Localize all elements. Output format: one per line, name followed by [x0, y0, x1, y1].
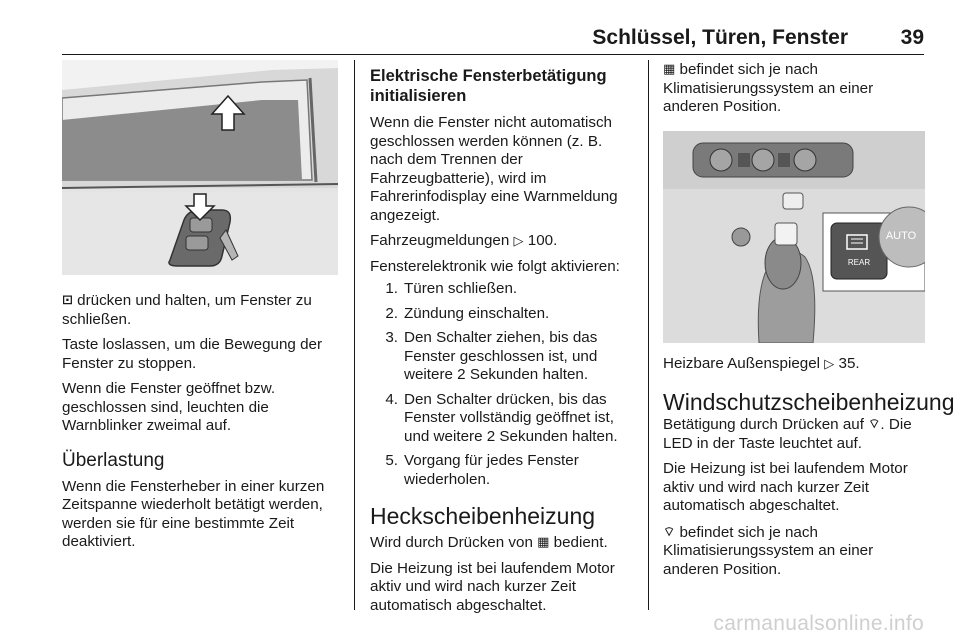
page-ref-icon: ▷ [824, 355, 835, 371]
heading-overload: Überlastung [62, 449, 165, 471]
para-overload: Wenn die Fensterheber in einer kurzen Zeitspanne wiederholt betätigt werden, werden sie für eine bestimmte Zeit deaktiviert. [62, 477, 325, 550]
column-divider-2 [648, 60, 649, 610]
page-header [0, 0, 960, 58]
header-rule [62, 54, 924, 55]
para-rear-position: ▦ befindet sich je nach Klimatisierungssystem an einer anderen Position. [663, 61, 874, 115]
column-middle [370, 60, 635, 622]
rear-button-label: REAR [847, 257, 871, 267]
list-item: 2. Zündung einschalten. [385, 304, 550, 322]
heading-rear-window-heating: Heckscheibenheizung [370, 503, 596, 529]
page-ref-icon: ▷ [513, 233, 524, 248]
rear-defrost-icon: ▦ [663, 61, 676, 76]
watermark: carmanualsonline.info [713, 612, 924, 635]
para-release-button: Taste loslassen, um die Bewegung der Fenster zu stoppen. [62, 336, 323, 372]
column-divider-1 [354, 60, 355, 610]
auto-button-label: AUTO [885, 229, 917, 242]
para-windshield-position: ⌔ befindet sich je nach Klimatisierungssystem an einer anderen Position. [663, 523, 874, 578]
column-right [663, 60, 955, 586]
list-item: 1. Türen schließen. [385, 280, 518, 297]
heading-window-init: Elektrische Fensterbetätigung initialisieren [370, 67, 607, 105]
window-key-illustration [62, 60, 338, 275]
para-close-window: ⊡ drücken und halten, um Fenster zu schließen. [62, 292, 312, 328]
para-rear-operate: Wird durch Drücken von ▦ bedient. [370, 534, 608, 551]
para-vehicle-messages: Fahrzeugmeldungen ▷ 100. [370, 232, 558, 249]
para-windshield-auto-off: Die Heizung ist bei laufendem Motor aktiv und wird nach kurzer Zeit automatisch abgeschaltet. [663, 460, 908, 514]
list-item: 4. Den Schalter drücken, bis das Fenster vollständig geöffnet ist, und weitere 2 Sekunden halten. [385, 390, 618, 445]
para-hazard-blink: Wenn die Fenster geöffnet bzw. geschlossen sind, leuchten die Warnblinker zweimal auf. [62, 380, 276, 434]
para-activate: Fensterelektronik wie folgt aktivieren: [370, 257, 620, 275]
para-windshield-operate: Betätigung durch Drücken auf ⌔. Die LED in der Taste leuchtet auf. [663, 416, 912, 452]
heading-windshield-heating: Windschutzscheibenheizung [663, 389, 955, 415]
windshield-heat-icon: ⌔ [868, 416, 881, 431]
para-rear-auto-off: Die Heizung ist bei laufendem Motor aktiv und wird nach kurzer Zeit automatisch abgeschaltet. [370, 559, 615, 614]
para-heated-mirrors: Heizbare Außenspiegel ▷ 35. [663, 354, 860, 372]
list-item: 3. Den Schalter ziehen, bis das Fenster geschlossen ist, und weitere 2 Sekunden halten. [385, 329, 598, 383]
lock-icon: ⊡ [62, 292, 73, 307]
page-title: Schlüssel, Türen, Fenster [592, 26, 848, 49]
climate-control-illustration [663, 131, 925, 343]
rear-defrost-icon: ▦ [537, 534, 550, 549]
windshield-heat-icon: ⌔ [663, 523, 676, 539]
column-left [62, 60, 337, 559]
init-steps-list [370, 280, 635, 489]
list-item: 5. Vorgang für jedes Fenster wiederholen. [385, 452, 579, 488]
para-window-init: Wenn die Fenster nicht automatisch geschlossen werden können (z. B. nach dem Trennen der Fahrzeugbatterie), wird im Fahrerinfodisplay eine Warnmeldung angezeigt. [370, 114, 618, 224]
page-number: 39 [900, 26, 924, 49]
